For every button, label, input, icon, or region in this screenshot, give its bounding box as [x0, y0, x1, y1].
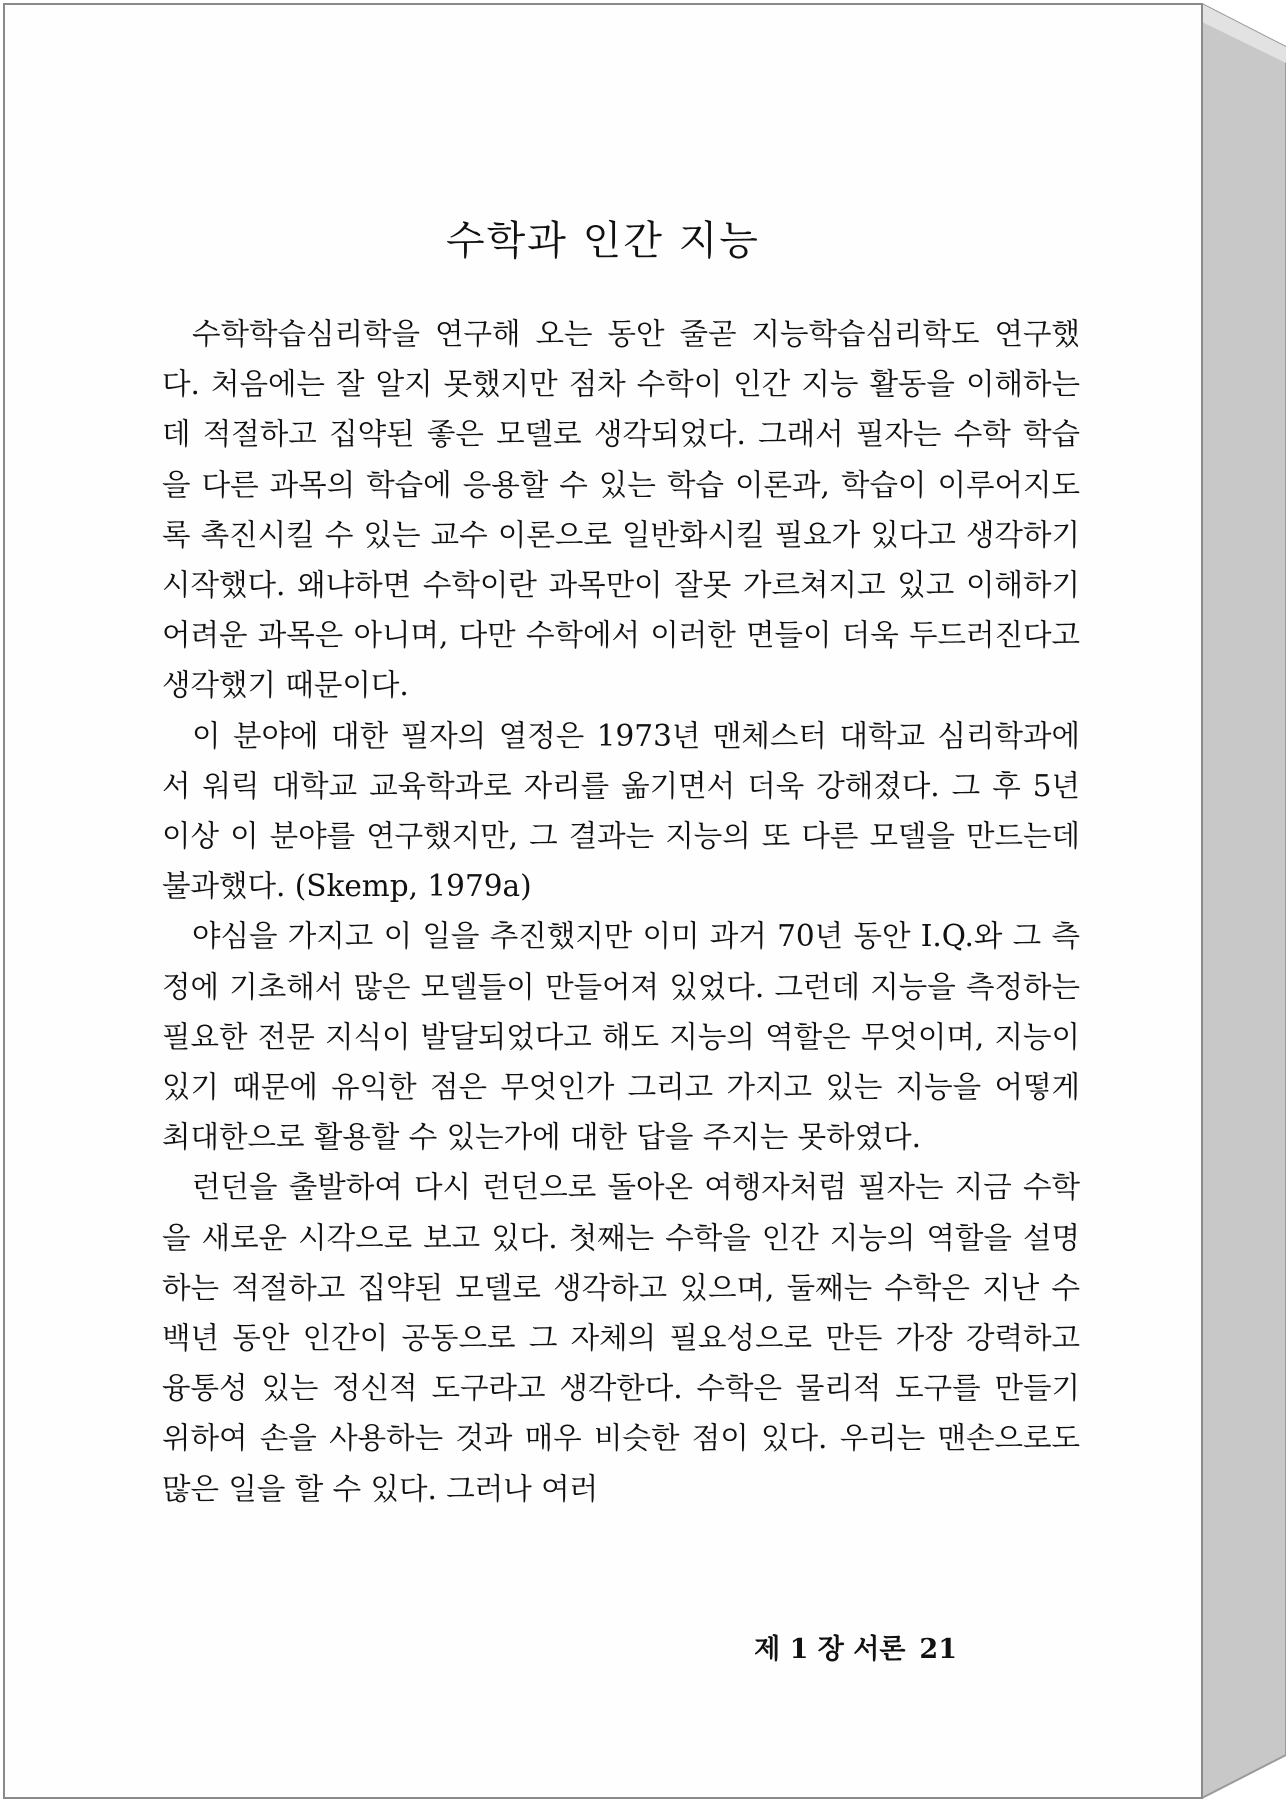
body-text	[162, 309, 1080, 1514]
chapter-label: 제 1 장 서론	[754, 1634, 906, 1665]
paragraph-1: 수학학습심리학을 연구해 오는 동안 줄곧 지능학습심리학도 연구했다. 처음에는 잘 알지 못했지만 점차 수학이 인간 지능 활동을 이해하는 데 적절하고 집약된 좋은 모델로 생각되었다. 그래서 필자는 수학 학습을 다른 과목의 학습에 응용할 수 있는 학습 이론과, 학습이 이루어지도록 촉진시킬 수 있는 교수 이론으로 일반화시킬 필요가 있다고 생각하기 시작했다. 왜냐하면 수학이란 과목만이 잘못 가르쳐지고 있고 이해하기 어려운 과목은 아니며, 다만 수학에서 이러한 면들이 더욱 두드러진다고 생각했기 때문이다.	[162, 317, 1080, 703]
page-title: 수학과 인간 지능	[446, 218, 760, 264]
book-edge-shadow	[1200, 3, 1286, 1799]
page-number: 21	[919, 1634, 957, 1665]
paragraph-4: 런던을 출발하여 다시 런던으로 돌아온 여행자처럼 필자는 지금 수학을 새로운 시각으로 보고 있다. 첫째는 수학을 인간 지능의 역할을 설명하는 적절하고 집약된 모델로 생각하고 있으며, 둘째는 수학은 지난 수백년 동안 인간이 공동으로 그 자체의 필요성으로 만든 가장 강력하고 융통성 있는 정신적 도구라고 생각한다. 수학은 물리적 도구를 만들기 위하여 손을 사용하는 것과 매우 비슷한 점이 있다. 우리는 맨손으로도 많은 일을 할 수 있다. 그러나 여러	[162, 1170, 1080, 1506]
running-footer	[754, 1627, 957, 1666]
paragraph-2: 이 분야에 대한 필자의 열정은 1973년 맨체스터 대학교 심리학과에서 워릭 대학교 교육학과로 자리를 옮기면서 더욱 강해졌다. 그 후 5년 이상 이 분야를 연구했지만, 그 결과는 지능의 또 다른 모델을 만드는데 불과했다. (Skemp, 1979a)	[162, 718, 1080, 904]
paragraph-3: 야심을 가지고 이 일을 추진했지만 이미 과거 70년 동안 I.Q.와 그 측정에 기초해서 많은 모델들이 만들어져 있었다. 그런데 지능을 측정하는 필요한 전문 지식이 발달되었다고 해도 지능의 역할은 무엇이며, 지능이 있기 때문에 유익한 점은 무엇인가 그리고 가지고 있는 지능을 어떻게 최대한으로 활용할 수 있는가에 대한 답을 주지는 못하였다.	[162, 919, 1080, 1155]
book-page	[3, 3, 1203, 1799]
